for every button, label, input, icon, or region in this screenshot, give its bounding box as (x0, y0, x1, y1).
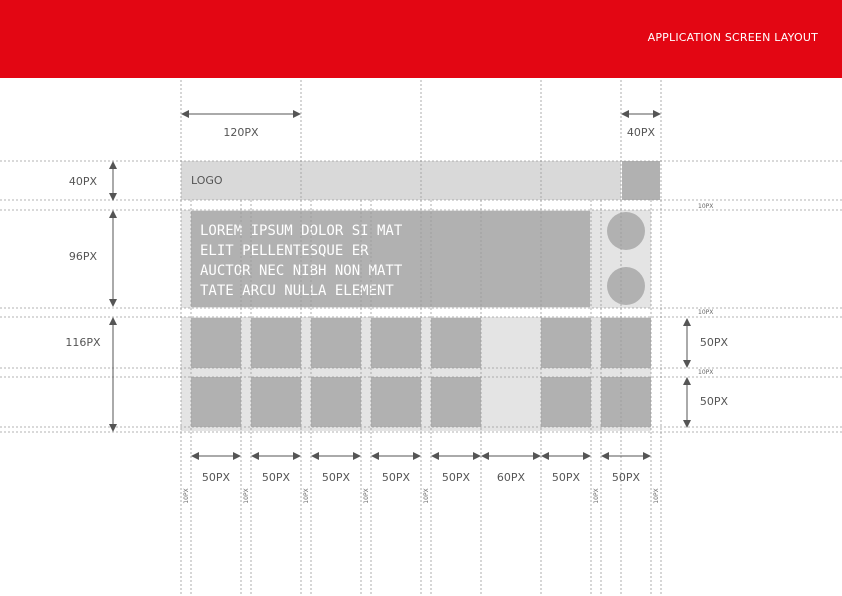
dim-label-tile-row-2: 50PX (699, 395, 729, 408)
logo-square (622, 161, 660, 200)
grid-tile (311, 318, 361, 368)
gutter-label: 10PX (183, 488, 190, 504)
grid-tile (371, 318, 421, 368)
grid-tile (541, 377, 591, 427)
gap-label: 10PX (698, 203, 714, 210)
dim-label-column: 50PX (441, 471, 471, 484)
grid-tile (251, 318, 301, 368)
gap-label: 10PX (698, 369, 714, 376)
dim-label-column: 50PX (381, 471, 411, 484)
grid-tile (371, 377, 421, 427)
gutter-label: 10PX (423, 488, 430, 504)
gutter-label: 10PX (363, 488, 370, 504)
dim-label-column: 50PX (261, 471, 291, 484)
dim-label-row-logo: 40PX (68, 175, 98, 188)
dim-label-row-text: 96PX (68, 250, 98, 263)
logo-label: LOGO (191, 174, 223, 187)
dim-label-row-grid: 116PX (65, 336, 101, 349)
grid-tile (601, 318, 651, 368)
dim-label-top-left: 120PX (223, 126, 259, 139)
grid-tile (601, 377, 651, 427)
body-text-line: AUCTOR NEC NIBH NON MATT (200, 263, 403, 279)
body-text-line: TATE ARCU NULLA ELEMENT (200, 283, 394, 299)
gutter-label: 10PX (653, 488, 660, 504)
dim-label-column: 50PX (321, 471, 351, 484)
body-text-line: ELIT PELLENTESQUE ER (200, 243, 369, 259)
dim-label-column: 50PX (611, 471, 641, 484)
dim-label-column: 60PX (496, 471, 526, 484)
dim-label-column: 50PX (201, 471, 231, 484)
grid-tile (191, 377, 241, 427)
grid-tile (431, 377, 481, 427)
dim-label-column: 50PX (551, 471, 581, 484)
gap-label: 10PX (698, 309, 714, 316)
header-title: APPLICATION SCREEN LAYOUT (647, 31, 818, 44)
grid-tile (541, 318, 591, 368)
body-text-line: LOREM IPSUM DOLOR SI MAT (200, 223, 403, 239)
dim-label-top-right: 40PX (626, 126, 656, 139)
circle-icon (607, 267, 645, 305)
circle-icon (607, 212, 645, 250)
gutter-label: 10PX (303, 488, 310, 504)
gutter-label: 10PX (593, 488, 600, 504)
dim-label-tile-row-1: 50PX (699, 336, 729, 349)
logo-bar (181, 161, 621, 200)
grid-tile (311, 377, 361, 427)
gutter-label: 10PX (243, 488, 250, 504)
grid-tile (191, 318, 241, 368)
grid-tile (431, 318, 481, 368)
grid-tile (251, 377, 301, 427)
